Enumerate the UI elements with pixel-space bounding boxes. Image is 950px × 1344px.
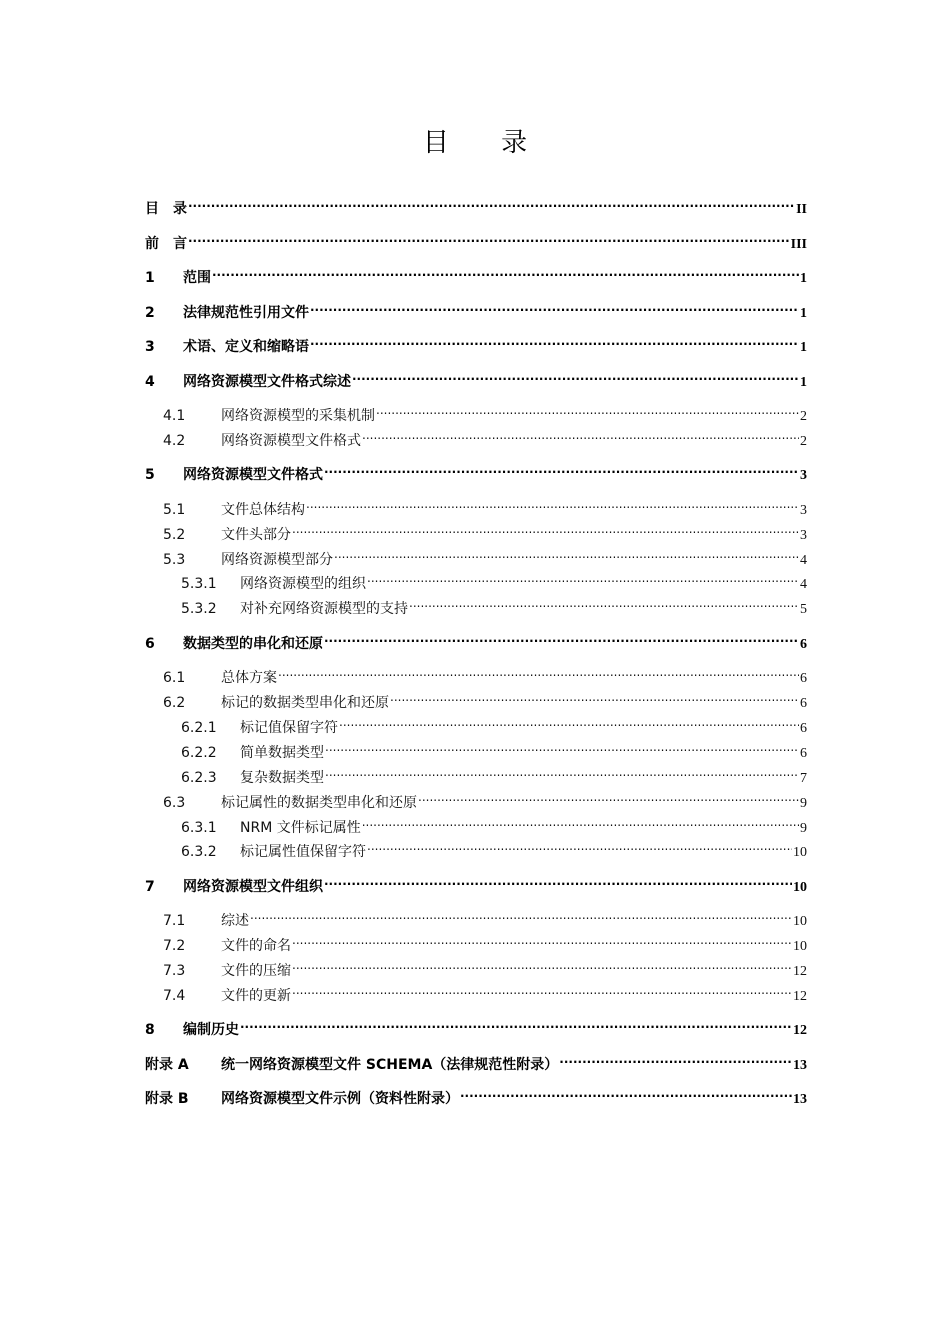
toc-entry-title: 术语、定义和缩略语: [183, 339, 309, 355]
toc-entry-page: 12: [793, 964, 807, 979]
toc-entry[interactable]: [145, 517, 807, 543]
toc-entry-page: III: [790, 237, 807, 252]
toc-entry[interactable]: [145, 626, 807, 652]
toc-entry-title: 网络资源模型部分: [221, 552, 333, 568]
toc-entry-number: 7.3: [163, 963, 186, 979]
toc-entry-page: 10: [793, 914, 807, 929]
toc-entry-title: 统一网络资源模型文件 SCHEMA（法律规范性附录）: [221, 1057, 559, 1073]
toc-entry-page: 6: [800, 696, 807, 711]
toc-entry[interactable]: [145, 953, 807, 979]
toc-entry[interactable]: [145, 660, 807, 686]
toc-leader-dots: [310, 295, 799, 317]
toc-entry-page: 9: [800, 821, 807, 836]
toc-entry-page: 6: [800, 746, 807, 761]
toc-leader-dots: [188, 191, 795, 213]
toc-leader-dots: [292, 953, 792, 975]
toc-leader-dots: [292, 978, 792, 1000]
toc-entry-page: 3: [800, 503, 807, 518]
toc-leader-dots: [559, 1047, 792, 1069]
toc-entry-title: 复杂数据类型: [240, 770, 324, 786]
toc-entry-title: 文件的更新: [221, 988, 291, 1004]
toc-entry-number: 7.2: [163, 938, 186, 954]
toc-entry-number: 6.3.2: [181, 844, 217, 860]
toc-entry-number: 5: [145, 467, 155, 483]
toc-leader-dots: [367, 834, 792, 856]
toc-leader-dots: [376, 398, 799, 420]
toc-entry-number: 8: [145, 1022, 155, 1038]
toc-entry-number: 6.2.1: [181, 720, 217, 736]
toc-leader-dots: [418, 785, 799, 807]
toc-entry-number: 6.2: [163, 695, 186, 711]
toc-entry[interactable]: [145, 423, 807, 449]
toc-entry-page: 9: [800, 796, 807, 811]
toc-entry-page: 10: [793, 845, 807, 860]
toc-entry-number: 6: [145, 636, 155, 652]
toc-entry-page: 13: [793, 1092, 807, 1107]
toc-entry-number: 3: [145, 339, 155, 355]
toc-entry-page: 3: [800, 528, 807, 543]
toc-entry-number: 7.4: [163, 988, 186, 1004]
toc-entry-page: 1: [800, 306, 807, 321]
toc-leader-dots: [306, 492, 799, 514]
toc-entry-title: 对补充网络资源模型的支持: [240, 601, 408, 617]
toc-entry[interactable]: [145, 260, 807, 286]
toc-entry-number: 附录 A: [145, 1057, 189, 1073]
toc-entry-title: 网络资源模型文件格式: [221, 433, 361, 449]
toc-entry-page: 6: [800, 721, 807, 736]
toc-leader-dots: [390, 685, 799, 707]
toc-leader-dots: [460, 1081, 792, 1103]
toc-entry-number: 4.2: [163, 433, 186, 449]
toc-leader-dots: [212, 260, 799, 282]
toc-entry[interactable]: [145, 295, 807, 321]
toc-entry[interactable]: [145, 398, 807, 424]
toc-entry[interactable]: [145, 364, 807, 390]
toc-leader-dots: [250, 903, 792, 925]
toc-entry-number: 2: [145, 305, 155, 321]
toc-entry[interactable]: [145, 1012, 807, 1038]
toc-entry-title: 文件总体结构: [221, 502, 305, 518]
toc-entry-title: NRM 文件标记属性: [240, 820, 361, 836]
toc-entry-page: 1: [800, 271, 807, 286]
toc-entry[interactable]: [145, 710, 807, 736]
toc-leader-dots: [310, 329, 799, 351]
toc-leader-dots: [325, 760, 799, 782]
toc-entry-number: 5.2: [163, 527, 186, 543]
toc-entry-title: 前 言: [145, 236, 187, 252]
toc-entry[interactable]: [145, 329, 807, 355]
toc-entry[interactable]: [145, 542, 807, 568]
toc-entry-page: 4: [800, 577, 807, 592]
toc-entry[interactable]: [145, 978, 807, 1004]
toc-leader-dots: [362, 423, 799, 445]
page-title: 目 录: [422, 128, 550, 158]
toc-entry-title: 网络资源模型文件组织: [183, 879, 323, 895]
toc-entry[interactable]: [145, 591, 807, 617]
toc-entry[interactable]: [145, 928, 807, 954]
toc-leader-dots: [188, 226, 790, 248]
toc-entry-page: 6: [800, 637, 807, 652]
toc-entry-number: 1: [145, 270, 155, 286]
toc-entry[interactable]: [145, 191, 807, 217]
toc-entry-number: 7: [145, 879, 155, 895]
toc-entry-number: 6.2.2: [181, 745, 217, 761]
toc-entry-title: 网络资源模型的组织: [240, 576, 366, 592]
toc-leader-dots: [334, 542, 799, 564]
toc-entry-number: 7.1: [163, 913, 186, 929]
toc-entry[interactable]: [145, 869, 807, 895]
toc-leader-dots: [292, 517, 799, 539]
toc-leader-dots: [325, 735, 799, 757]
toc-leader-dots: [339, 710, 799, 732]
toc-leader-dots: [324, 626, 799, 648]
toc-entry-title: 网络资源模型文件示例（资料性附录）: [221, 1091, 459, 1107]
toc-entry-number: 6.3.1: [181, 820, 217, 836]
toc-entry-page: 12: [793, 989, 807, 1004]
toc-entry[interactable]: [145, 685, 807, 711]
toc-entry-number: 5.1: [163, 502, 186, 518]
toc-entry[interactable]: [145, 457, 807, 483]
toc-entry-page: 3: [800, 468, 807, 483]
toc-entry[interactable]: [145, 226, 807, 252]
toc-entry-page: 1: [800, 340, 807, 355]
toc-leader-dots: [324, 457, 799, 479]
toc-entry-title: 文件的压缩: [221, 963, 291, 979]
toc-leader-dots: [324, 869, 792, 891]
toc-entry-title: 综述: [221, 913, 249, 929]
toc-leader-dots: [352, 364, 799, 386]
toc-entry[interactable]: [145, 492, 807, 518]
toc-entry-page: 12: [793, 1023, 807, 1038]
toc-entry-page: 13: [793, 1058, 807, 1073]
toc-entry[interactable]: [145, 760, 807, 786]
toc-entry-title: 标记值保留字符: [240, 720, 338, 736]
toc-entry-title: 简单数据类型: [240, 745, 324, 761]
toc-entry-title: 标记属性值保留字符: [240, 844, 366, 860]
toc-entry-page: 10: [793, 939, 807, 954]
toc-entry[interactable]: [145, 785, 807, 811]
toc-entry-page: 2: [800, 409, 807, 424]
toc-entry[interactable]: [145, 834, 807, 860]
toc-entry-number: 5.3: [163, 552, 186, 568]
toc-entry-title: 标记属性的数据类型串化和还原: [221, 795, 417, 811]
toc-leader-dots: [292, 928, 792, 950]
toc-entry[interactable]: [145, 1081, 807, 1107]
toc-leader-dots: [278, 660, 799, 682]
toc-entry-number: 5.3.1: [181, 576, 217, 592]
toc-entry-number: 6.2.3: [181, 770, 217, 786]
toc-entry-page: 2: [800, 434, 807, 449]
toc-entry-page: 6: [800, 671, 807, 686]
toc-entry-title: 范围: [183, 270, 211, 286]
toc-entry[interactable]: [145, 1047, 807, 1073]
toc-entry-title: 目 录: [145, 201, 187, 217]
toc-leader-dots: [240, 1012, 792, 1034]
toc-entry-number: 6.3: [163, 795, 186, 811]
toc-entry-number: 6.1: [163, 670, 186, 686]
toc-entry-page: 4: [800, 553, 807, 568]
toc-entry[interactable]: [145, 566, 807, 592]
toc-entry-title: 数据类型的串化和还原: [183, 636, 323, 652]
toc-entry-number: 附录 B: [145, 1091, 189, 1107]
toc-entry-page: 5: [800, 602, 807, 617]
toc-entry-title: 总体方案: [221, 670, 277, 686]
toc-entry-title: 网络资源模型文件格式综述: [183, 374, 351, 390]
toc-leader-dots: [367, 566, 799, 588]
toc-entry-number: 4: [145, 374, 155, 390]
toc-entry-number: 4.1: [163, 408, 186, 424]
toc-entry[interactable]: [145, 735, 807, 761]
toc-entry-title: 标记的数据类型串化和还原: [221, 695, 389, 711]
toc-entry-page: 1: [800, 375, 807, 390]
toc-entry-number: 5.3.2: [181, 601, 217, 617]
toc-entry-title: 文件的命名: [221, 938, 291, 954]
toc-entry-page: 10: [793, 880, 807, 895]
toc-entry-title: 网络资源模型的采集机制: [221, 408, 375, 424]
toc-entry-page: II: [796, 202, 807, 217]
toc-entry-title: 文件头部分: [221, 527, 291, 543]
toc-entry-title: 编制历史: [183, 1022, 239, 1038]
toc-entry-title: 网络资源模型文件格式: [183, 467, 323, 483]
toc-leader-dots: [409, 591, 799, 613]
toc-entry-page: 7: [800, 771, 807, 786]
toc-leader-dots: [362, 810, 799, 832]
toc-entry[interactable]: [145, 903, 807, 929]
toc-entry-title: 法律规范性引用文件: [183, 305, 309, 321]
toc-entry[interactable]: [145, 810, 807, 836]
